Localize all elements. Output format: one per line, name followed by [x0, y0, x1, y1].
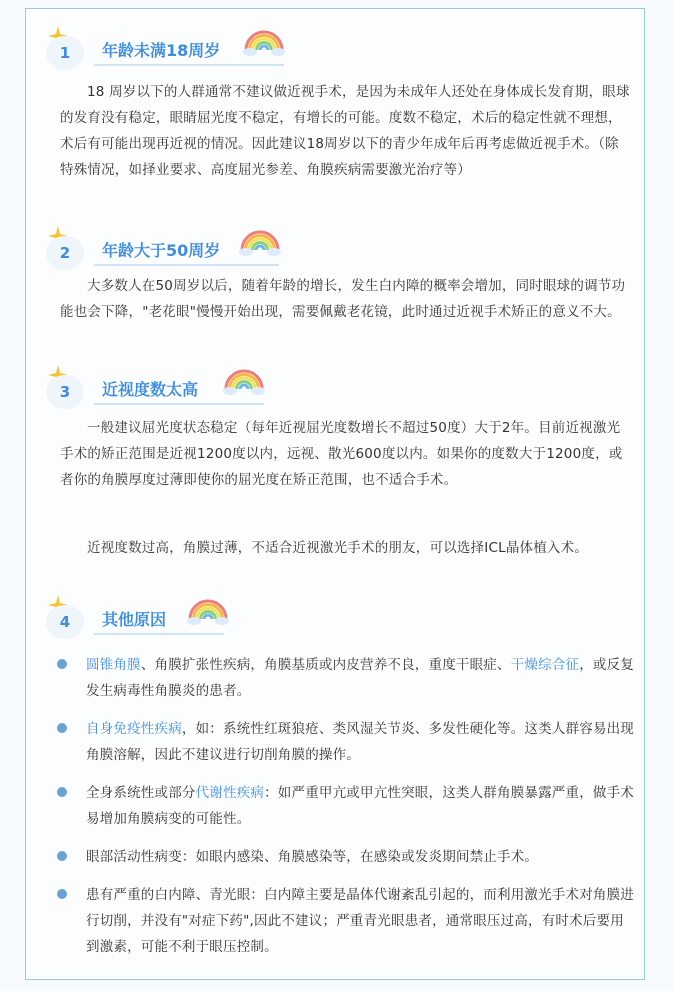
- section-number: 2: [46, 236, 84, 270]
- section-header-1: [46, 28, 306, 72]
- section-2-paragraph: 大多数人在50周岁以后，随着年龄的增长，发生白内障的概率会增加，同时眼球的调节功能也会下降，"老花眼"慢慢开始出现，需要佩戴老花镜，此时通过近视手术矫正的意义不大。: [60, 278, 626, 320]
- bullet-dot-icon: [57, 889, 67, 899]
- bullet-dot-icon: [57, 723, 67, 733]
- section-title: 年龄未满18周岁: [102, 41, 221, 60]
- rainbow-cloud-icon: [222, 367, 266, 395]
- section-number: 3: [46, 375, 84, 409]
- section-header-2: [46, 228, 306, 272]
- rainbow-cloud-icon: [242, 28, 286, 56]
- list-item-text: ，如：系统性红斑狼疮、类风湿关节炎、多发性硬化等。这类人群容易出现角膜溶解，因此不建议进行切削角膜的操作。: [86, 721, 635, 763]
- bullet-dot-icon: [57, 659, 67, 669]
- list-item: [55, 844, 635, 870]
- list-item-text: ：如严重甲亢或甲亢性突眼，这类人群角膜暴露严重，做手术易增加角膜病变的可能性。: [86, 785, 635, 827]
- section-3-paragraph-1: 一般建议屈光度状态稳定（每年近视屈光度数增长不超过50度）大于2年。目前近视激光手术的矫正范围是近视1200度以内，远视、散光600度以内。如果你的度数大于1200度，或者你的角膜厚度过薄即使你的屈光度在矫正范围，也不适合手术。: [60, 420, 623, 488]
- section-title: 年龄大于50周岁: [102, 241, 221, 260]
- list-item-text: ，或反复发生病毒性角膜炎的患者。: [86, 657, 635, 699]
- section-title: 近视度数太高: [102, 380, 199, 399]
- section-number: 4: [46, 605, 84, 639]
- section-3-paragraph-2: 近视度数过高，角膜过薄，不适合近视激光手术的朋友，可以选择ICL晶体植入术。: [87, 540, 589, 556]
- list-item: [55, 780, 635, 832]
- title-underline: [94, 633, 224, 635]
- list-item-text: 眼部活动性病变：如眼内感染、角膜感染等，在感染或发炎期间禁止手术。: [86, 849, 539, 865]
- other-reasons-list: [55, 652, 635, 972]
- list-item-text: 、角膜扩张性疾病，角膜基质或内皮营养不良，重度干眼症、: [140, 657, 511, 673]
- list-item: [55, 882, 635, 960]
- bullet-dot-icon: [57, 787, 67, 797]
- bullet-dot-icon: [57, 851, 67, 861]
- highlighted-term: 自身免疫性疾病: [86, 721, 182, 737]
- highlighted-term: 代谢性疾病: [195, 785, 265, 801]
- title-underline: [94, 64, 284, 66]
- rainbow-cloud-icon: [186, 597, 230, 625]
- list-item-text: 患有严重的白内障、青光眼：白内障主要是晶体代谢紊乱引起的，而利用激光手术对角膜进行切削，并没有"对症下药",因此不建议；严重青光眼患者，通常眼压过高，有时术后要用到激素，可能不利于眼压控制。: [86, 887, 634, 955]
- section-1-paragraph: 18 周岁以下的人群通常不建议做近视手术，是因为未成年人还处在身体成长发育期，眼球的发育没有稳定，眼睛屈光度不稳定，有增长的可能。度数不稳定，术后的稳定性就不理想，术后有可能出现再近视的情况。因此建议18周岁以下的青少年成年后再考虑做近视手术。（除特殊情况，如择业要求、高度屈光参差、角膜疾病需要激光治疗等）: [60, 84, 630, 178]
- section-header-4: [46, 597, 306, 641]
- title-underline: [94, 264, 279, 266]
- highlighted-term: 干燥综合征: [510, 657, 580, 673]
- list-item-text: 全身系统性或部分: [86, 785, 196, 801]
- section-title: 其他原因: [102, 610, 167, 629]
- rainbow-cloud-icon: [238, 228, 282, 256]
- list-item: [55, 652, 635, 704]
- highlighted-term: 圆锥角膜: [86, 657, 141, 673]
- section-number: 1: [46, 36, 84, 70]
- list-item: [55, 716, 635, 768]
- title-underline: [94, 403, 264, 405]
- section-header-3: [46, 367, 306, 411]
